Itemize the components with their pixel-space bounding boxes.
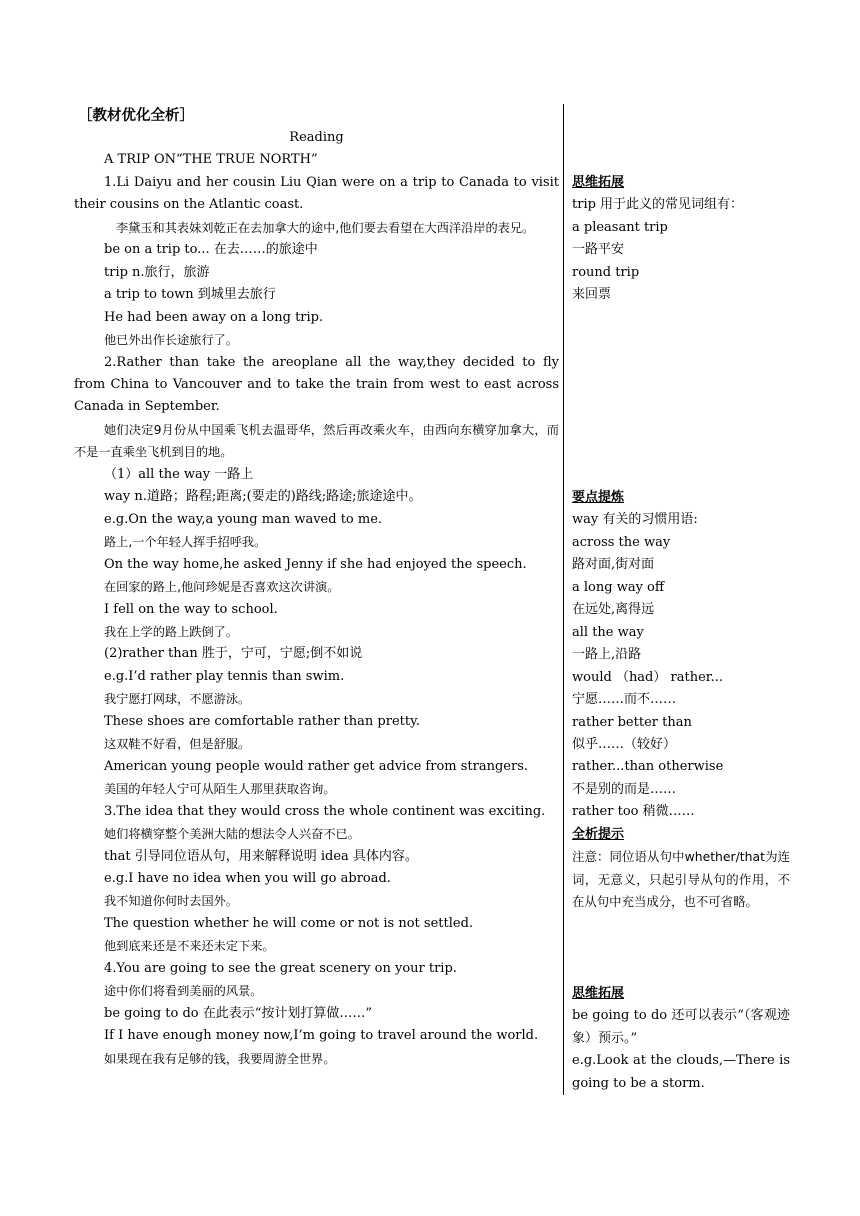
text-line: (2)rather than 胜于，宁可，宁愿;倒不如说 — [104, 646, 363, 662]
sidebar-heading: 思维拓展 — [572, 175, 625, 190]
text-line: 途中你们将看到美丽的风景。 — [104, 984, 263, 999]
sidebar-heading: 要点提炼 — [572, 490, 625, 505]
text-line: 2.Rather than take the areoplane all the way,they decided to fly from China to Vancouver and to take the train from west to east across Canada in September. — [74, 354, 559, 415]
sidebar-line: trip 用于此义的常见词组有： — [572, 197, 744, 213]
text-line: 美国的年轻人宁可从陌生人那里获取咨询。 — [104, 782, 336, 797]
text-line: If I have enough money now,I’m going to travel around the world. — [104, 1028, 539, 1044]
text-line: 3.The idea that they would cross the whole continent was exciting. — [104, 803, 546, 819]
text-line: 如果现在我有足够的钱，我要周游全世界。 — [104, 1051, 336, 1066]
sidebar-note: 注意：同位语从句中whether/that为连词，无意义，只起引导从句的作用，不在从句中充当成分，也不可省略。 — [572, 849, 790, 910]
text-line: He had been away on a long trip. — [104, 309, 324, 325]
sidebar-heading: 思维拓展 — [572, 986, 625, 1001]
text-line: 他到底来还是不来还未定下来。 — [104, 939, 275, 954]
sidebar-line: 路对面,街对面 — [572, 557, 655, 573]
sidebar-example: e.g.Look at the clouds,—There is going to be a storm. — [572, 1053, 790, 1091]
text-line: way n.道路；路程;距离;(要走的)路线;路途;旅途途中。 — [104, 489, 422, 505]
text-line: a trip to town 到城里去旅行 — [104, 287, 276, 303]
sidebar-line: 宁愿……而不…… — [572, 692, 677, 708]
text-line: that 引导同位语从句，用来解释说明 idea 具体内容。 — [104, 848, 418, 864]
sidebar-note: be going to do 还可以表示“（客观迹象）预示。” — [572, 1008, 790, 1046]
sidebar-line: rather...than otherwise — [572, 759, 724, 775]
sidebar-line: 在远处,离得远 — [572, 602, 655, 618]
text-line: e.g.I’d rather play tennis than swim. — [104, 668, 345, 684]
column-divider — [563, 104, 564, 1095]
text-line: A TRIP ON“THE TRUE NORTH” — [104, 152, 318, 168]
text-line: trip n.旅行，旅游 — [104, 264, 210, 280]
sidebar-line: 一路平安 — [572, 242, 625, 258]
sidebar-line: all the way — [572, 624, 644, 640]
section-title: ［教材优化全析］ — [78, 107, 194, 124]
sidebar-line: round trip — [572, 264, 640, 280]
text-line: （1）all the way 一路上 — [104, 466, 254, 482]
sidebar-line: across the way — [572, 534, 671, 550]
text-line: e.g.I have no idea when you will go abroad. — [104, 870, 391, 886]
text-line: 我不知道你何时去国外。 — [104, 894, 239, 909]
text-line: be on a trip to... 在去……的旅途中 — [104, 242, 318, 258]
text-line: American young people would rather get advice from strangers. — [104, 758, 529, 774]
text-line: On the way home,he asked Jenny if she had enjoyed the speech. — [104, 556, 527, 572]
sidebar-line: 不是别的而是…… — [572, 781, 677, 797]
text-line: e.g.On the way,a young man waved to me. — [104, 511, 383, 527]
text-line: 这双鞋不好看，但是舒服。 — [104, 737, 251, 752]
sidebar-block-key-points — [572, 487, 790, 914]
sidebar-line: a pleasant trip — [572, 219, 668, 235]
main-column — [74, 127, 559, 1070]
text-line: 他已外出作长途旅行了。 — [104, 333, 239, 348]
sidebar-block-expansion-2 — [572, 983, 790, 1095]
text-line: be going to do 在此表示“按计划打算做……” — [104, 1005, 373, 1021]
sidebar-line: 一路上,沿路 — [572, 647, 642, 663]
sidebar-line: would （had） rather... — [572, 669, 723, 685]
text-line: 在回家的路上,他问珍妮是否喜欢这次讲演。 — [104, 580, 340, 595]
sidebar-line: rather too 稍微…… — [572, 804, 695, 820]
sidebar-line: a long way off — [572, 579, 665, 595]
text-line: The question whether he will come or not is not settled. — [104, 915, 474, 931]
text-line: 路上,一个年轻人挥手招呼我。 — [104, 535, 267, 550]
sidebar-line: rather better than — [572, 714, 692, 730]
text-line: 1.Li Daiyu and her cousin Liu Qian were on a trip to Canada to visit their cousins on the Atlantic coast. — [74, 174, 559, 213]
text-line: 4.You are going to see the great scenery on your trip. — [104, 960, 457, 976]
text-line: 她们决定9月份从中国乘飞机去温哥华，然后再改乘火车，由西向东横穿加拿大，而不是一直乘坐飞机到目的地。 — [74, 422, 559, 460]
text-line: 我宁愿打网球，不愿游泳。 — [104, 692, 251, 707]
text-line: 我在上学的路上跌倒了。 — [104, 624, 239, 639]
sidebar-line: 似乎……（较好） — [572, 736, 677, 752]
sidebar-line: 来回票 — [572, 287, 612, 303]
sidebar-block-expansion-1 — [572, 172, 790, 307]
text-line: 她们将横穿整个美洲大陆的想法令人兴奋不已。 — [104, 827, 360, 842]
text-line: 李黛玉和其表妹刘乾正在去加拿大的途中,他们要去看望在大西洋沿岸的表兄。 — [116, 220, 535, 235]
text-line: These shoes are comfortable rather than pretty. — [104, 713, 420, 729]
sidebar-heading: 全析提示 — [572, 826, 625, 842]
text-line: I fell on the way to school. — [104, 601, 278, 617]
text-line: Reading — [289, 130, 344, 145]
sidebar-line: way 有关的习惯用语: — [572, 512, 698, 528]
